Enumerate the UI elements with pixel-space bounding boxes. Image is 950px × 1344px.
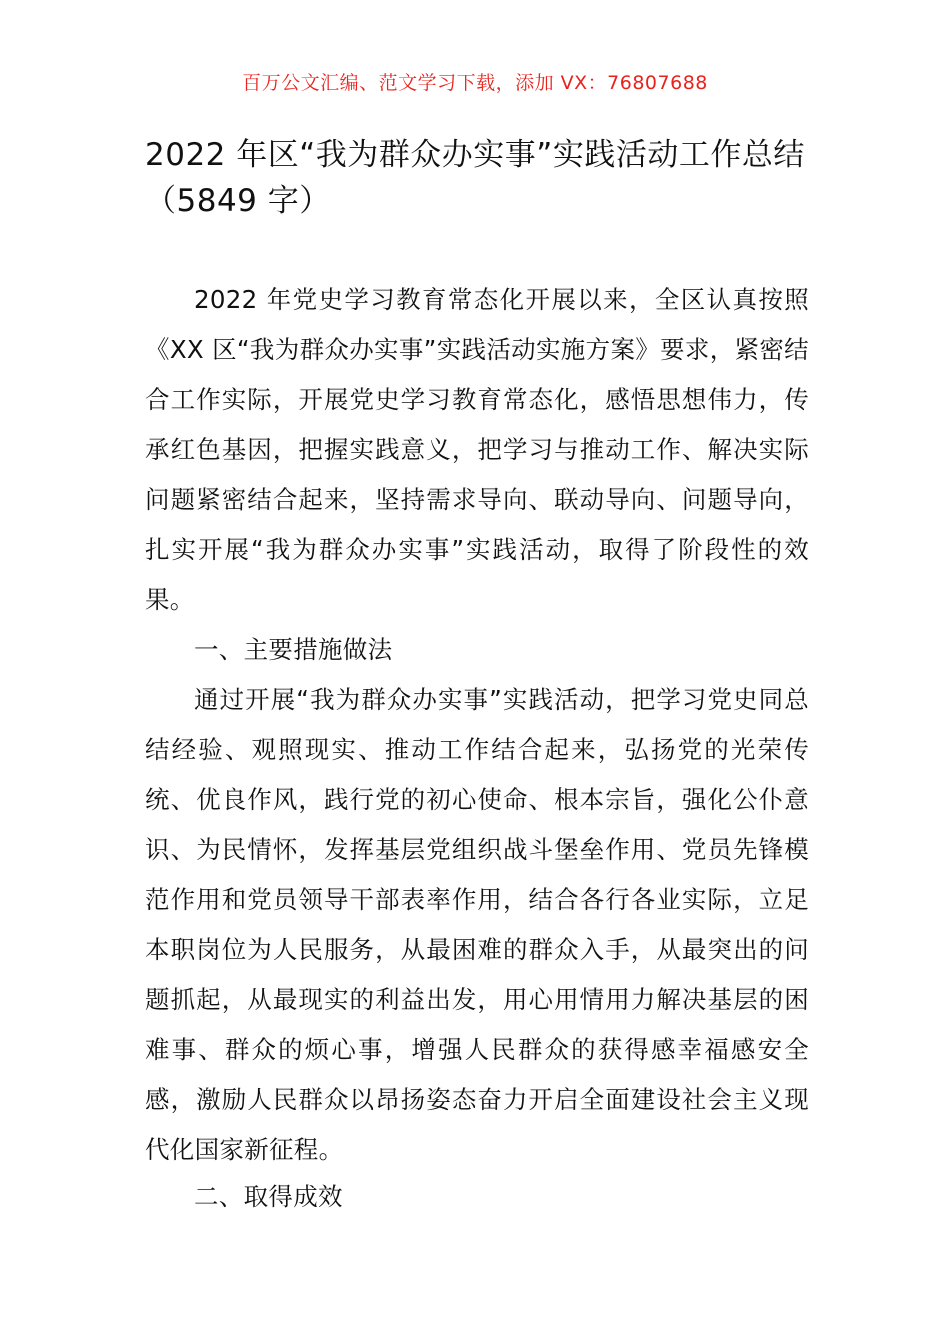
header-note: 百万公文汇编、范文学习下载，添加 VX：76807688	[242, 72, 708, 94]
measures-paragraph: 通过开展“我为群众办实事”实践活动，把学习党史同总结经验、观照现实、推动工作结合起来，弘扬党的光荣传统、优良作风，践行党的初心使命、根本宗旨，强化公仆意识、为民情怀，发挥基层党组织战斗堡垒作用、党员先锋模范作用和党员领导干部表率作用，结合各行各业实际，立足本职岗位为人民服务，从最困难的群众入手，从最突出的问题抓起，从最现实的利益出发，用心用情用力解决基层的困难事、群众的烦心事，增强人民群众的获得感幸福感安全感，激励人民群众以昂扬姿态奋力开启全面建设社会主义现代化国家新征程。	[145, 685, 809, 1164]
section-heading-1: 一、主要措施做法	[194, 635, 393, 664]
document-title: 2022 年区“我为群众办实事”实践活动工作总结（5849 字）	[145, 137, 805, 219]
section-heading-2: 二、取得成效	[194, 1182, 343, 1211]
intro-paragraph: 2022 年党史学习教育常态化开展以来，全区认真按照《XX 区“我为群众办实事”实践活动实施方案》要求，紧密结合工作实际，开展党史学习教育常态化，感悟思想伟力，传承红色基因，把握实践意义，把学习与推动工作、解决实际问题紧密结合起来，坚持需求导向、联动导向、问题导向，扎实开展“我为群众办实事”实践活动，取得了阶段性的效果。	[145, 285, 809, 614]
